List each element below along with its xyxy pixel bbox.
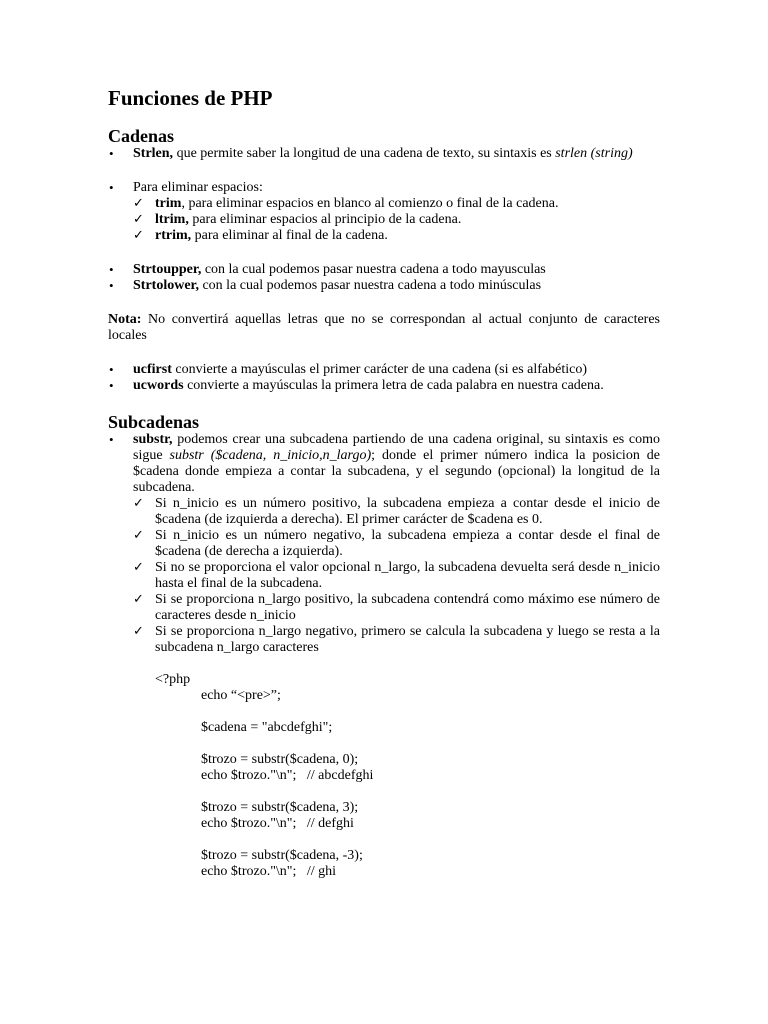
page-title: Funciones de PHP bbox=[108, 86, 273, 110]
check-item bbox=[133, 212, 660, 228]
function-name: Strlen, bbox=[133, 146, 174, 161]
bullet-icon: • bbox=[109, 378, 114, 393]
document-page bbox=[108, 86, 660, 880]
description: con la cual podemos pasar nuestra cadena a todo minúsculas bbox=[198, 278, 542, 293]
check-icon: ✓ bbox=[133, 528, 144, 543]
syntax: substr ($cadena, n_inicio,n_largo) bbox=[169, 448, 372, 463]
check-icon: ✓ bbox=[133, 228, 144, 243]
code-line: $trozo = substr($cadena, 3); bbox=[201, 800, 359, 815]
list-item-ucfirst bbox=[108, 362, 660, 378]
code-line: echo $trozo."\n"; // abcdefghi bbox=[201, 768, 374, 783]
rule-text: Si no se proporciona el valor opcional n_largo, la subcadena devuelta será desde n_inicio hasta el final de la subcadena. bbox=[155, 560, 660, 591]
description: convierte a mayúsculas la primera letra de cada palabra en nuestra cadena. bbox=[183, 378, 604, 393]
check-item bbox=[133, 496, 660, 528]
syntax: strlen (string) bbox=[555, 146, 633, 161]
function-name: Strtolower, bbox=[133, 278, 199, 293]
code-line: echo “<pre>”; bbox=[201, 688, 281, 703]
code-line bbox=[155, 784, 660, 800]
code-line: echo $trozo."\n"; // defghi bbox=[201, 816, 354, 831]
function-name: ucfirst bbox=[133, 362, 172, 377]
description: convierte a mayúsculas el primer carácter de una cadena (si es alfabético) bbox=[171, 362, 588, 377]
description: con la cual podemos pasar nuestra cadena a todo mayusculas bbox=[201, 262, 546, 277]
list-item-strtolower bbox=[108, 278, 660, 294]
description: para eliminar al final de la cadena. bbox=[191, 228, 388, 243]
check-icon: ✓ bbox=[133, 592, 144, 607]
code-block bbox=[108, 672, 660, 880]
code-line: $trozo = substr($cadena, 0); bbox=[201, 752, 359, 767]
check-icon: ✓ bbox=[133, 212, 144, 227]
list-item-substr bbox=[108, 432, 660, 656]
note-text: No convertirá aquellas letras que no se correspondan al actual conjunto de caracteres locales bbox=[108, 312, 660, 343]
note-label: Nota: bbox=[108, 312, 142, 327]
check-icon: ✓ bbox=[133, 560, 144, 575]
rule-text: Si n_inicio es un número negativo, la subcadena empieza a contar desde el final de $cadena (de derecha a izquierda). bbox=[155, 528, 660, 559]
check-item bbox=[133, 228, 660, 244]
list-intro: Para eliminar espacios: bbox=[133, 180, 263, 195]
check-item bbox=[133, 528, 660, 560]
description: para eliminar espacios al principio de la cadena. bbox=[188, 212, 462, 227]
function-name: trim bbox=[155, 196, 182, 211]
code-line: $trozo = substr($cadena, -3); bbox=[201, 848, 363, 863]
section-heading-subcadenas: Subcadenas bbox=[108, 412, 200, 432]
bullet-icon: • bbox=[109, 362, 114, 377]
code-line: <?php bbox=[155, 672, 191, 687]
bullet-icon: • bbox=[109, 146, 114, 161]
check-item bbox=[133, 592, 660, 624]
code-line bbox=[155, 704, 660, 720]
list-item-espacios bbox=[108, 180, 660, 244]
description: ; donde el primer número indica la posicion de $cadena donde empieza a contar la subcadena, y el segundo (opcional) la longitud de la subcadena. bbox=[133, 448, 660, 495]
code-line bbox=[155, 832, 660, 848]
code-line bbox=[155, 736, 660, 752]
bullet-icon: • bbox=[109, 262, 114, 277]
check-icon: ✓ bbox=[133, 624, 144, 639]
bullet-icon: • bbox=[109, 278, 114, 293]
check-list bbox=[133, 196, 660, 244]
list-item-strtoupper bbox=[108, 262, 660, 278]
description: , para eliminar espacios en blanco al comienzo o final de la cadena. bbox=[181, 196, 559, 211]
function-name: ucwords bbox=[133, 378, 184, 393]
bullet-icon: • bbox=[109, 432, 114, 447]
check-icon: ✓ bbox=[133, 496, 144, 511]
list-item-strlen bbox=[108, 146, 660, 162]
function-name: ltrim, bbox=[155, 212, 189, 227]
check-list bbox=[133, 496, 660, 656]
note-paragraph bbox=[108, 312, 660, 344]
list-item-ucwords bbox=[108, 378, 660, 394]
rule-text: Si se proporciona n_largo negativo, primero se calcula la subcadena y luego se resta a la subcadena n_largo caracteres bbox=[155, 624, 660, 655]
check-item bbox=[133, 624, 660, 656]
function-name: Strtoupper, bbox=[133, 262, 202, 277]
bullet-icon: • bbox=[109, 180, 114, 195]
check-icon: ✓ bbox=[133, 196, 144, 211]
check-item bbox=[133, 196, 660, 212]
description: que permite saber la longitud de una cadena de texto, su sintaxis es bbox=[173, 146, 556, 161]
description: podemos crear una subcadena partiendo de una cadena original, su sintaxis es como sigue bbox=[133, 432, 660, 463]
rule-text: Si se proporciona n_largo positivo, la subcadena contendrá como máximo ese número de caracteres desde n_inicio bbox=[155, 592, 660, 623]
code-line: $cadena = "abcdefghi"; bbox=[201, 720, 333, 735]
function-name: substr, bbox=[133, 432, 173, 447]
rule-text: Si n_inicio es un número positivo, la subcadena empieza a contar desde el inicio de $cadena (de izquierda a derecha). El primer carácter de $cadena es 0. bbox=[155, 496, 660, 527]
function-name: rtrim, bbox=[155, 228, 192, 243]
section-heading-cadenas: Cadenas bbox=[108, 126, 175, 146]
code-line: echo $trozo."\n"; // ghi bbox=[201, 864, 337, 879]
check-item bbox=[133, 560, 660, 592]
